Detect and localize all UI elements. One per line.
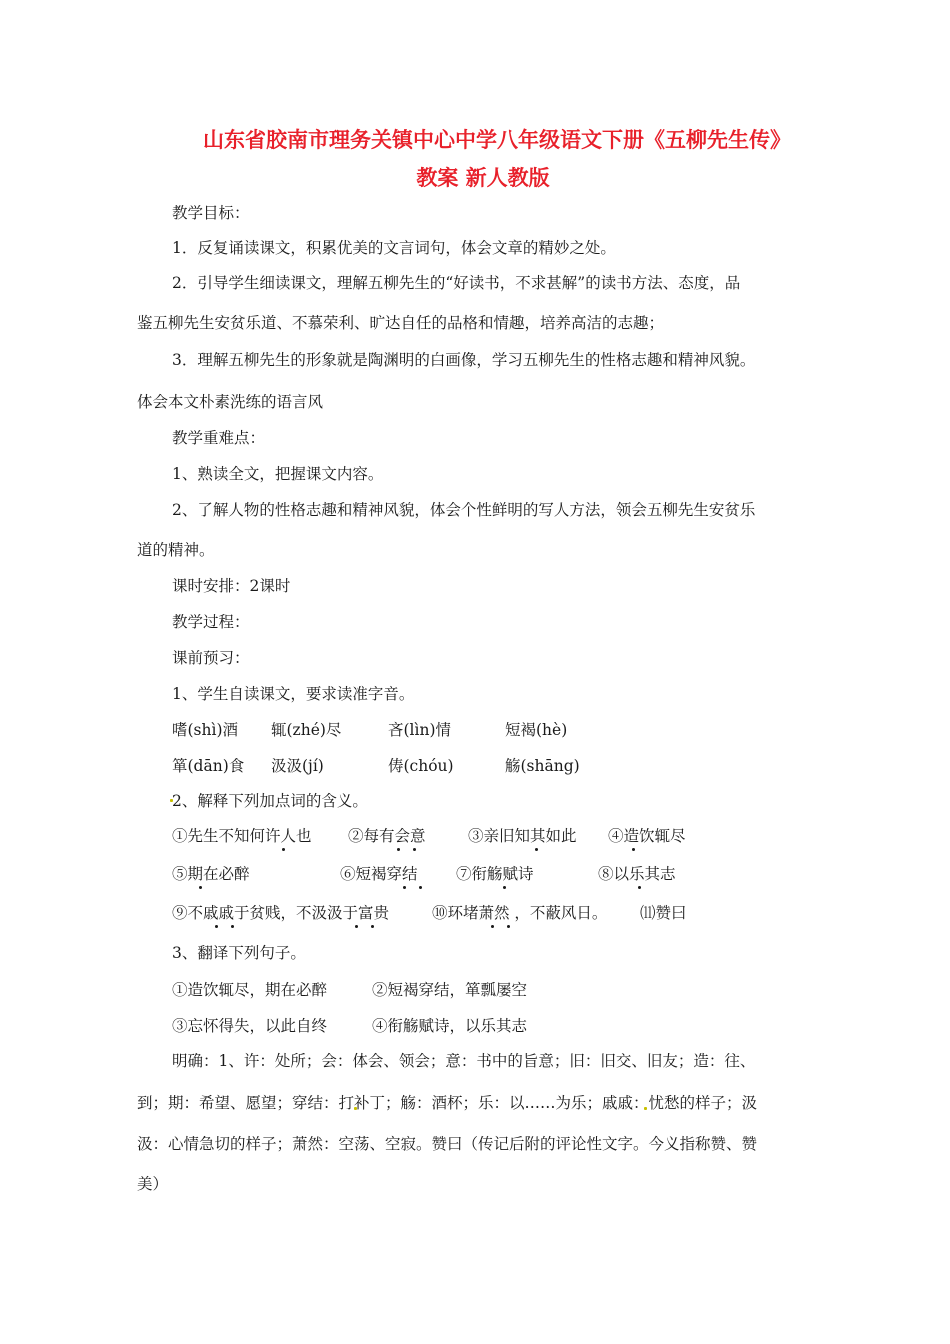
task2-item: ⑾赞曰	[640, 904, 687, 922]
answer-line3: 汲：心情急切的样子；萧然：空荡、空寂。赞曰（传记后附的评论性文字。今义指称赞、赞	[137, 1135, 758, 1153]
goal-1: 1．反复诵读课文，积累优美的文言词句，体会文章的精妙之处。	[172, 239, 616, 257]
task3-item: ②短褐穿结，箪瓢屡空	[372, 981, 528, 999]
pinyin-item: 觞(shāng)	[505, 757, 580, 775]
answer-line4: 美）	[137, 1175, 169, 1193]
task-2: 2、解释下列加点词的含义。	[172, 792, 368, 810]
emphasis-dot	[535, 848, 538, 851]
task2-item: ⑤期在必醉	[172, 865, 250, 883]
goals-heading: 教学目标：	[172, 204, 250, 222]
emphasis-dot	[632, 848, 635, 851]
preview-heading: 课前预习：	[172, 649, 250, 667]
emphasis-dot	[215, 925, 218, 928]
task2-item: ⑨不戚戚于贫贱，不汲汲于富贵	[172, 904, 390, 922]
task3-item: ①造饮辄尽，期在必醉	[172, 981, 328, 999]
document-title-line2: 教案 新人教版	[416, 166, 550, 190]
goal-2-line1: 2．引导学生细读课文，理解五柳先生的“好读书，不求甚解”的读书方法、态度，品	[172, 274, 741, 292]
emphasis-dot	[413, 848, 416, 851]
emphasis-dot	[638, 886, 641, 889]
key-points-heading: 教学重难点：	[172, 429, 266, 447]
emphasis-dot	[403, 886, 406, 889]
emphasis-dot	[419, 886, 422, 889]
pinyin-item: 嗜(shì)酒	[172, 721, 238, 739]
process-heading: 教学过程：	[172, 613, 250, 631]
task2-item: ④造饮辄尽	[608, 827, 686, 845]
pinyin-item: 汲汲(jí)	[271, 757, 324, 775]
emphasis-dot	[199, 886, 202, 889]
task3-item: ③忘怀得失，以此自终	[172, 1017, 328, 1035]
task2-item: ⑩环堵萧然 ，不蔽风日。	[432, 904, 608, 922]
key-point-2-line1: 2、了解人物的性格志趣和精神风貌，体会个性鲜明的写人方法，领会五柳先生安贫乐	[172, 501, 756, 519]
goal-3-line2: 体会本文朴素洗练的语言风	[137, 393, 324, 411]
emphasis-dot	[397, 848, 400, 851]
key-point-1: 1、熟读全文，把握课文内容。	[172, 465, 384, 483]
emphasis-dot	[231, 925, 234, 928]
task2-item: ①先生不知何许人也	[172, 827, 312, 845]
pinyin-item: 短褐(hè)	[505, 721, 568, 739]
task2-item: ③亲旧知其如此	[468, 827, 577, 845]
emphasis-dot	[282, 848, 285, 851]
emphasis-dot	[355, 925, 358, 928]
task3-item: ④衔觞赋诗，以乐其志	[372, 1017, 528, 1035]
task2-item: ②每有会意	[348, 827, 426, 845]
key-point-2-line2: 道的精神。	[137, 541, 215, 559]
emphasis-dot	[491, 925, 494, 928]
emphasis-dot	[371, 925, 374, 928]
answer-line2: 到；期：希望、愿望；穿结：打补丁；觞：酒杯；乐：以……为乐；戚戚：忧愁的样子；汲	[137, 1094, 758, 1112]
task-3: 3、翻译下列句子。	[172, 944, 306, 962]
pinyin-item: 箪(dān)食	[172, 757, 245, 775]
emphasis-dot	[503, 886, 506, 889]
task2-item: ⑥短褐穿结	[340, 865, 418, 883]
goal-3-line1: 3．理解五柳先生的形象就是陶渊明的白画像，学习五柳先生的性格志趣和精神风貌。	[172, 351, 756, 369]
answer-line1: 明确：1、许：处所；会：体会、领会；意：书中的旨意；旧：旧交、旧友；造：往、	[172, 1052, 756, 1070]
task2-item: ⑦衔觞赋诗	[456, 865, 534, 883]
task2-item: ⑧以乐其志	[598, 865, 676, 883]
pinyin-item: 辄(zhé)尽	[271, 721, 342, 739]
pinyin-item: 吝(lìn)情	[388, 721, 451, 739]
pinyin-item: 俦(chóu)	[388, 757, 454, 775]
document-title-line1: 山东省胶南市理务关镇中心中学八年级语文下册《五柳先生传》	[203, 128, 791, 152]
task-1: 1、学生自读课文，要求读准字音。	[172, 685, 415, 703]
emphasis-dot	[507, 925, 510, 928]
goal-2-line2: 鉴五柳先生安贫乐道、不慕荣利、旷达自任的品格和情趣，培养高洁的志趣；	[137, 314, 665, 332]
schedule: 课时安排：2课时	[172, 577, 291, 595]
